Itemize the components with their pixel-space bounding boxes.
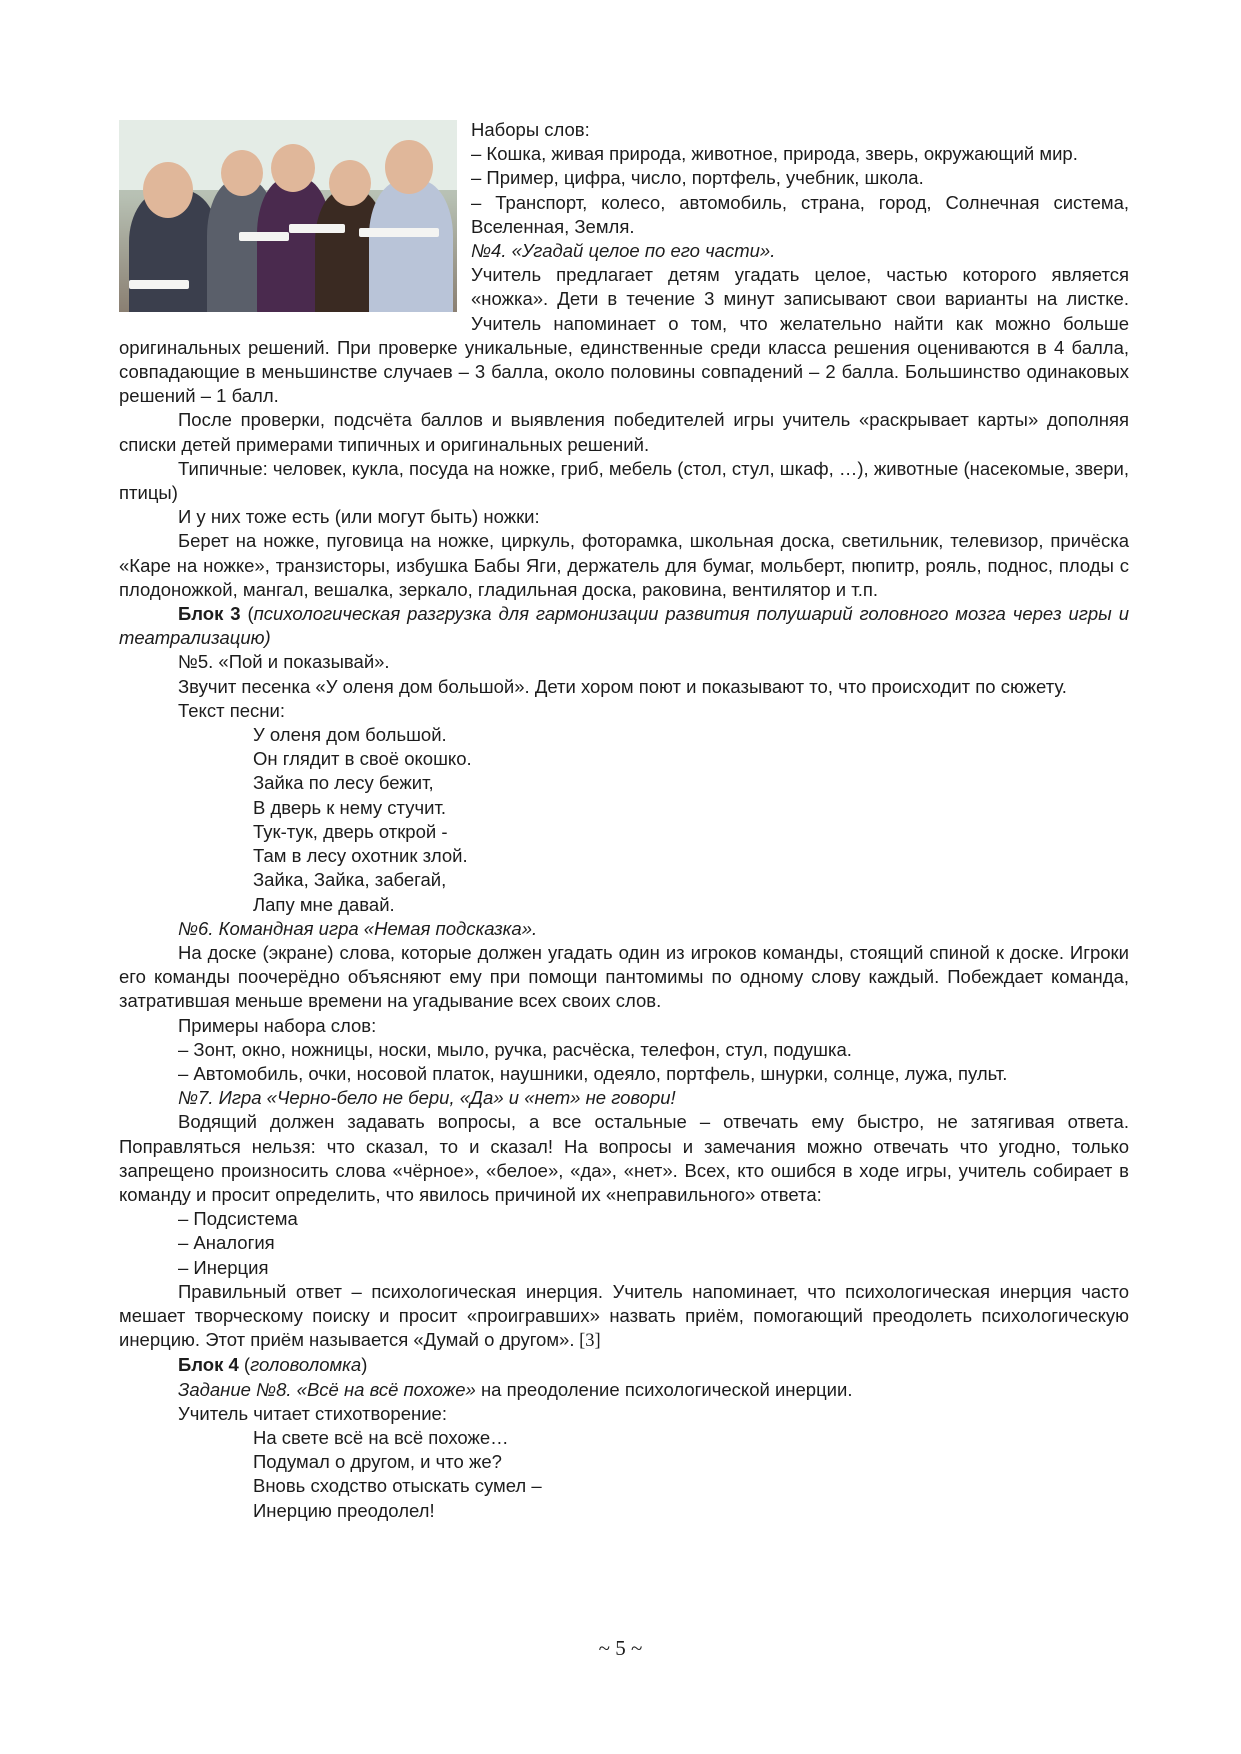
task6-title: №6. Командная игра «Немая подсказка». [178,917,538,939]
document-page [119,118,1129,1658]
answer-option: – Аналогия [178,1232,275,1254]
block4-label: Блок 4 [178,1354,239,1376]
classroom-photo [119,120,457,312]
block4-heading [119,1353,1129,1377]
poem [119,1426,1129,1523]
block4-description: головоломка [250,1354,362,1376]
task7-answer-paragraph [119,1280,1129,1354]
answer-option: – Инерция [178,1256,269,1278]
block4-close: ) [361,1354,368,1376]
block3-description: психологическая разгрузка для гармонизации развития полушарий головного мозга через игры и театрализацию) [119,603,1129,649]
page-number: ~ 5 ~ [598,1636,643,1660]
paper-strip [239,232,289,241]
task4-paragraph: Берет на ножке, пуговица на ножке, циркуль, фоторамка, школьная доска, светильник, телевизор, причёска «Каре на ножке», транзисторы, избушка Бабы Яги, держатель для бумаг, мольберт, пюпитр, рояль, поднос, плоды с плодоножкой, мангал, вешалка, зеркало, гладильная доска, раковина, вентилятор и т.п. [119,530,1129,600]
child-head [143,162,193,218]
child-figure [369,180,453,312]
task8-paragraph: Учитель читает стихотворение: [178,1402,447,1424]
song-line: Зайка по лесу бежит, [253,772,434,794]
task8-title-rest: на преодоление психологической инерции. [475,1378,853,1400]
song-line: Тук-тук, дверь открой - [253,820,448,842]
task4-paragraph: Учитель предлагает детям угадать целое, частью которого является «ножка». Дети в течение 3 минут записывают свои варианты на листке. Учитель напоминает о том, что желательно найти как можно больше оригинальных решений. При проверке уникальные, единственные среди класса решения оцениваются в 4 балла, совпадающие в меньшинстве случаев – 3 балла, около половины совпадений – 2 балла. Большинство одинаковых решений – 1 балл. [119,264,1129,407]
word-set-item: – Кошка, живая природа, животное, природа, зверь, окружающий мир. [471,143,1078,165]
song-line: Зайка, Зайка, забегай, [253,869,447,891]
poem-line: Вновь сходство отыскать сумел – [253,1475,542,1497]
poem-line: На свете всё на всё похоже… [253,1426,509,1448]
child-head [385,140,433,194]
song-line: В дверь к нему стучит. [253,796,447,818]
task4-title: №4. «Угадай целое по его части». [471,240,776,262]
child-head [329,160,371,206]
song-label: Текст песни: [178,699,285,721]
task4-paragraph: После проверки, подсчёта баллов и выявления победителей игры учитель «раскрывает карты» дополняя списки детей примерами типичных и оригинальных решений. [119,409,1129,455]
task7-title: №7. Игра «Черно-бело не бери, «Да» и «нет» не говори! [178,1087,676,1109]
poem-line: Подумал о другом, и что же? [253,1451,502,1473]
examples-label: Примеры набора слов: [178,1014,377,1036]
task8-title: Задание №8. «Всё на всё похоже» [178,1378,476,1400]
poem-line: Инерцию преодолел! [253,1499,435,1521]
paper-strip [359,228,439,237]
block4-open: ( [238,1354,251,1376]
song-line: Он глядит в своё окошко. [253,748,472,770]
task5-title: №5. «Пой и показывай». [178,651,390,673]
paper-strip [129,280,189,289]
task5-paragraph: Звучит песенка «У оленя дом большой». Дети хором поют и показывают то, что происходит по сюжету. [178,675,1067,697]
task7-paragraph: Водящий должен задавать вопросы, а все остальные – отвечать ему быстро, не затягивая ответа. Поправляться нельзя: что сказал, то и сказал! На вопросы и замечания можно отвечать что угодно, только запрещено произносить слова «чёрное», «белое», «да», «нет». Всех, кто ошибся в ходе игры, учитель собирает в команду и просит определить, что явилось причиной их «неправильного» ответа: [119,1111,1129,1205]
task8-heading [119,1378,1129,1402]
word-sets-title: Наборы слов: [471,119,590,140]
task4-paragraph: И у них тоже есть (или могут быть) ножки: [178,506,540,528]
block3-heading [119,602,1129,650]
child-head [221,150,263,196]
word-set-item: – Транспорт, колесо, автомобиль, страна, город, Солнечная система, Вселенная, Земля. [471,191,1129,237]
example-list-item: – Зонт, окно, ножницы, носки, мыло, ручка, расчёска, телефон, стул, подушка. [178,1038,852,1060]
song-line: Там в лесу охотник злой. [253,845,468,867]
song-line: Лапу мне давай. [253,893,395,915]
example-list-item: – Автомобиль, очки, носовой платок, наушники, одеяло, портфель, шнурки, солнце, лужа, пульт. [178,1062,1008,1084]
task6-paragraph: На доске (экране) слова, которые должен угадать один из игроков команды, стоящий спиной к доске. Игроки его команды поочерёдно объясняют ему при помощи пантомимы по одному слову каждый. Побеждает команда, затратившая меньше времени на угадывание всех своих слов. [119,941,1129,1012]
paper-strip [289,224,345,233]
block3-label: Блок 3 [178,603,241,625]
song-lyrics [119,723,1129,917]
block3-open: ( [240,603,254,625]
task4-paragraph: Типичные: человек, кукла, посуда на ножке, гриб, мебель (стол, стул, шкаф, …), животные (насекомые, звери, птицы) [119,457,1129,504]
song-line: У оленя дом большой. [253,724,447,746]
reference-marker: [3] [574,1331,601,1352]
word-set-item: – Пример, цифра, число, портфель, учебник, школа. [471,167,924,189]
child-head [271,144,315,192]
answer-option: – Подсистема [178,1208,298,1230]
task7-answer-text: Правильный ответ – психологическая инерция. Учитель напоминает, что психологическая инерция часто мешает творческому поиску и просит «проигравших» назвать приём, помогающий преодолеть психологическую инерцию. Этот приём называется «Думай о другом». [119,1280,1129,1351]
